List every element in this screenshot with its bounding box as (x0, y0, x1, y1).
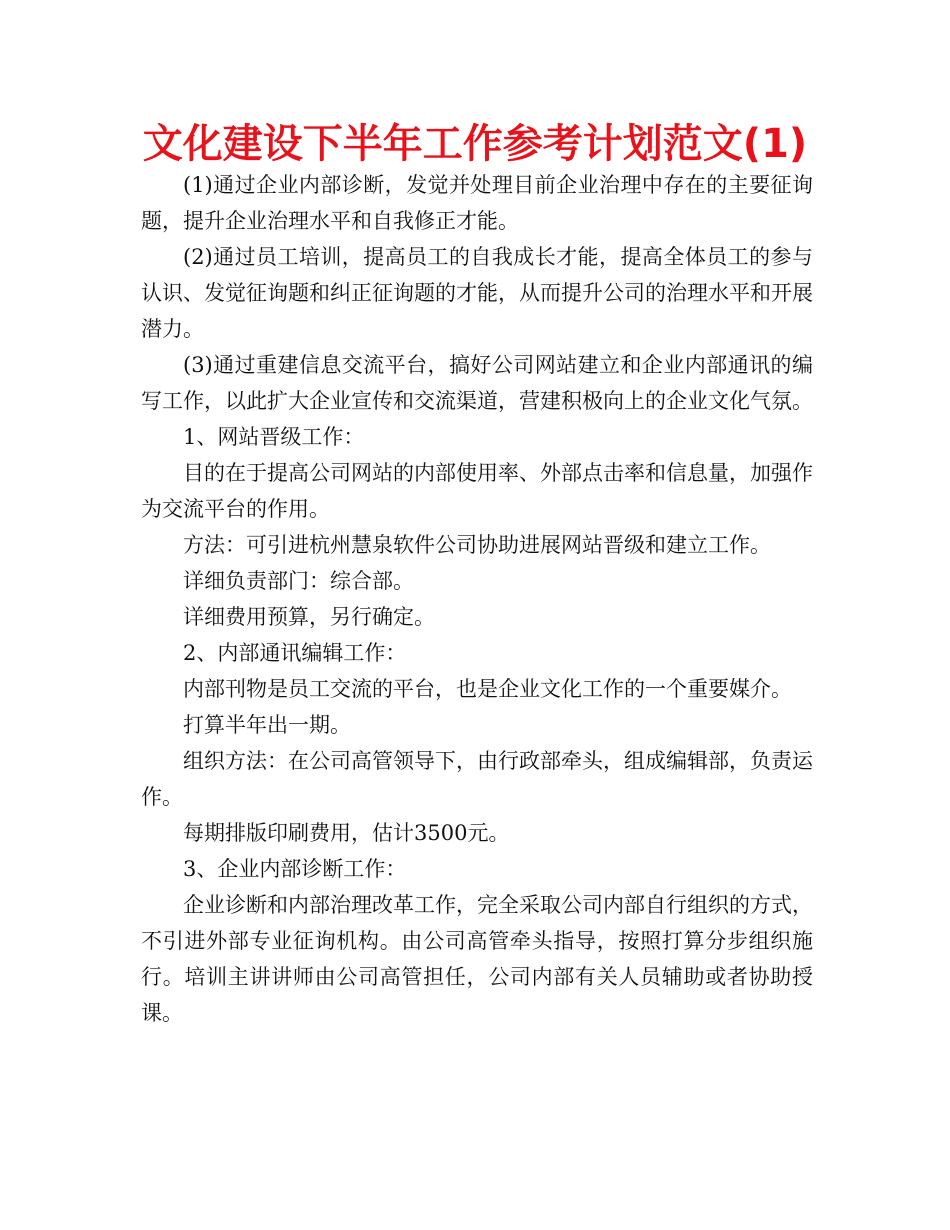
paragraph-goal-1: (1)通过企业内部诊断，发觉并处理目前企业治理中存在的主要征询题，提升企业治理水平和自我修正才能。 (141, 173, 813, 233)
paragraph-goal-3: (3)通过重建信息交流平台，搞好公司网站建立和企业内部通讯的编写工作，以此扩大企业宣传和交流渠道，营建积极向上的企业文化气氛。 (141, 353, 813, 413)
section-heading-newsletter: 2、内部通讯编辑工作： (183, 641, 407, 665)
section-heading-diagnosis: 3、企业内部诊断工作： (183, 857, 407, 881)
document-title: 文化建设下半年工作参考计划范文(1) (142, 121, 808, 167)
paragraph-website-purpose: 目的在于提高公司网站的内部使用率、外部点击率和信息量，加强作为交流平台的作用。 (141, 461, 813, 521)
paragraph-diagnosis-method: 企业诊断和内部治理改革工作，完全采取公司内部自行组织的方式，不引进外部专业征询机构。由公司高管牵头指导，按照打算分步组织施行。培训主讲讲师由公司高管担任，公司内部有关人员辅助或者协助授课。 (141, 893, 813, 1025)
paragraph-newsletter-organization: 组织方法：在公司高管领导下，由行政部牵头，组成编辑部，负责运作。 (141, 749, 813, 809)
paragraph-newsletter-purpose: 内部刊物是员工交流的平台，也是企业文化工作的一个重要媒介。 (183, 677, 792, 701)
paragraph-website-department: 详细负责部门：综合部。 (183, 569, 414, 593)
paragraph-website-budget: 详细费用预算，另行确定。 (183, 605, 435, 629)
paragraph-website-method: 方法：可引进杭州慧泉软件公司协助进展网站晋级和建立工作。 (183, 533, 771, 557)
paragraph-newsletter-cost: 每期排版印刷费用，估计3500元。 (183, 821, 510, 845)
document-body (141, 167, 813, 1031)
section-heading-website: 1、网站晋级工作： (183, 425, 365, 449)
paragraph-newsletter-frequency: 打算半年出一期。 (183, 713, 351, 737)
paragraph-goal-2: (2)通过员工培训，提高员工的自我成长才能，提高全体员工的参与认识、发觉征询题和纠正征询题的才能，从而提升公司的治理水平和开展潜力。 (141, 245, 813, 341)
